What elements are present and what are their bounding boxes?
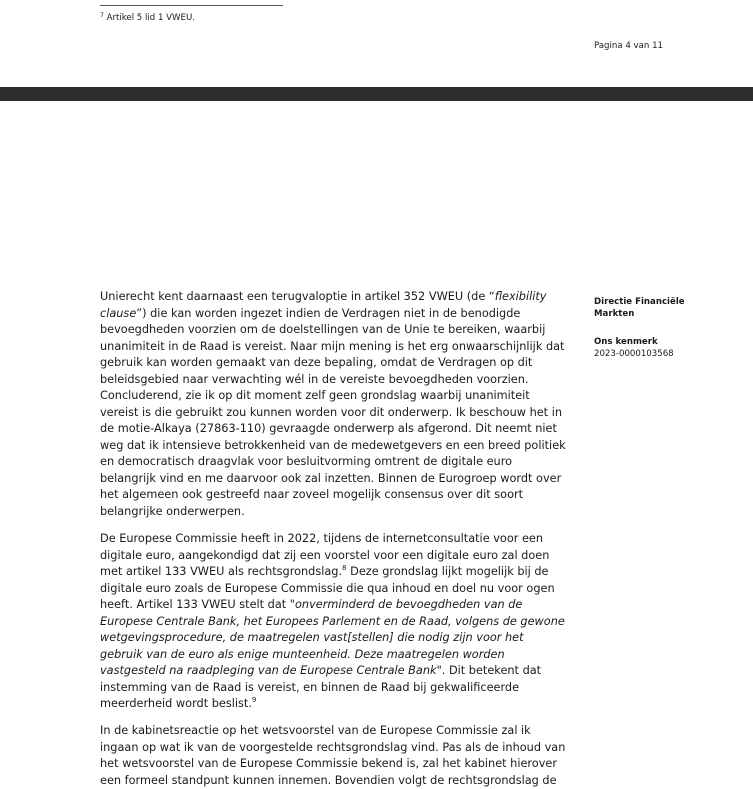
text-segment: gebruik van de euro als enige munteenheid. Deze maatregelen worden — [100, 647, 505, 661]
department-line: Markten — [594, 308, 635, 319]
text-line — [100, 740, 565, 757]
paragraph — [100, 531, 565, 713]
text-segment: met artikel 133 VWEU als rechtsgrondslag. — [100, 565, 343, 578]
text-line — [100, 597, 565, 614]
text-line — [100, 531, 565, 548]
text-line — [100, 372, 566, 389]
footnote-text: Artikel 5 lid 1 VWEU. — [106, 13, 195, 23]
text-line — [100, 405, 566, 422]
text-segment: vastgesteld na raadpleging van de Europese Centrale Bank — [100, 664, 437, 677]
text-segment: Concluderend, zie ik op dit moment zelf geen grondslag waarbij unanimiteit — [100, 389, 530, 402]
text-segment: instemming van de Raad is vereist, en binnen de Raad bij gekwalificeerde — [100, 680, 520, 694]
text-segment: Europese Centrale Bank, het Europees Parlement en de Raad, volgens de gewone — [100, 614, 565, 628]
text-line — [100, 388, 566, 405]
text-segment: onverminderd de bevoegdheden van de — [295, 598, 523, 611]
text-line — [100, 696, 565, 713]
text-segment: een formeel standpunt kunnen innemen. Bovendien volgt de rechtsgrondslag de — [100, 773, 557, 787]
text-line — [100, 289, 566, 306]
text-segment: clause — [100, 306, 137, 320]
footnote-reference: 9 — [251, 696, 257, 704]
text-line — [100, 322, 566, 339]
text-segment: belangrijke onderwerpen. — [100, 504, 245, 518]
page-number: Pagina 4 van 11 — [594, 41, 664, 51]
text-segment: de motie-Alkaya (27863-110) gevraagde onderwerp als afgerond. Dit neemt niet — [100, 422, 557, 435]
footnote-reference: 8 — [342, 564, 347, 572]
text-segment: het wetsvoorstel van de Europese Commissie bekend is, zal het kabinet hierover — [100, 757, 557, 770]
text-line — [100, 421, 566, 438]
text-line — [100, 680, 565, 697]
text-segment: meerderheid wordt beslist. — [100, 697, 252, 710]
text-segment: wetgevingsprocedure, de maatregelen vast[stellen] die nodig zijn voor het — [100, 631, 524, 644]
footnote-divider — [100, 5, 283, 6]
text-segment: ”) die kan worden ingezet indien de Verdragen niet in de benodigde — [136, 306, 521, 320]
text-segment: ". Dit betekent dat — [436, 664, 542, 677]
text-segment: gebruik kan worden gemaakt van deze bepaling, omdat de Verdragen op dit — [100, 356, 533, 369]
text-line — [100, 647, 565, 664]
text-segment: In de kabinetsreactie op het wetsvoorstel van de Europese Commissie zal ik — [100, 724, 531, 737]
text-segment: beleidsgebied naar verwachting wél in de vereiste bevoegdheden voorzien. — [100, 372, 529, 386]
text-line — [100, 306, 566, 323]
text-segment: Deze grondslag lijkt mogelijk bij de — [346, 565, 549, 578]
text-segment: heeft. Artikel 133 VWEU stelt dat " — [100, 598, 295, 611]
text-segment: flexibility — [494, 290, 547, 303]
text-line — [100, 339, 566, 356]
text-line — [100, 504, 566, 521]
text-line — [100, 564, 565, 581]
text-line — [100, 438, 566, 455]
text-segment: vereist is die gebruikt zou kunnen worden voor dit onderwerp. Ik beschouw het in — [100, 405, 562, 419]
reference-value: 2023-0000103568 — [594, 348, 674, 359]
text-line — [100, 454, 566, 471]
text-line — [100, 773, 565, 789]
text-segment: belangrijk vind en me daarvoor ook zal inzetten. Binnen de Eurogroep wordt over — [100, 471, 562, 485]
text-line — [100, 756, 565, 773]
footnote-number: 7 — [100, 12, 104, 19]
text-segment: en democratisch draagvlak voor besluitvorming omtrent de digitale euro — [100, 455, 513, 468]
text-segment: digitale euro, aangekondigd dat zij een voorstel voor een digitale euro zal doen — [100, 548, 550, 562]
text-line — [100, 471, 566, 488]
text-line — [100, 663, 565, 680]
text-line — [100, 355, 566, 372]
text-line — [100, 548, 565, 565]
sidebar-department — [594, 297, 685, 320]
text-line — [100, 723, 565, 740]
text-line — [100, 581, 565, 598]
paragraph — [100, 289, 566, 520]
text-segment: unanimiteit in de Raad is vereist. Naar mijn mening is het erg onwaarschijnlijk dat — [100, 339, 565, 353]
text-line — [100, 487, 566, 504]
text-segment: weg dat ik intensieve betrokkenheid van de medewetgevers en een breed politiek — [100, 438, 566, 452]
text-segment: het algemeen ook gestreefd naar zoveel mogelijk consensus over dit soort — [100, 488, 524, 501]
text-segment: digitale euro zoals de Europese Commissie die qua inhoud en doel nu voor ogen — [100, 581, 555, 595]
text-segment: ingaan op wat ik van de voorgestelde rechtsgrondslag vind. Pas als de inhoud van — [100, 740, 566, 754]
department-line: Directie Financiële — [594, 297, 685, 307]
reference-label: Ons kenmerk — [594, 337, 658, 347]
footnote — [100, 12, 195, 23]
text-segment: Unierecht kent daarnaast een terugvaloptie in artikel 352 VWEU (de “ — [100, 290, 495, 303]
page-separator — [0, 87, 753, 101]
text-line — [100, 630, 565, 647]
text-segment: bevoegdheden voorzien om de doelstellingen van de Unie te bereiken, waarbij — [100, 323, 546, 336]
text-line — [100, 614, 565, 631]
text-segment: De Europese Commissie heeft in 2022, tijdens de internetconsultatie voor een — [100, 532, 544, 545]
sidebar-reference — [594, 337, 674, 360]
paragraph — [100, 723, 565, 789]
